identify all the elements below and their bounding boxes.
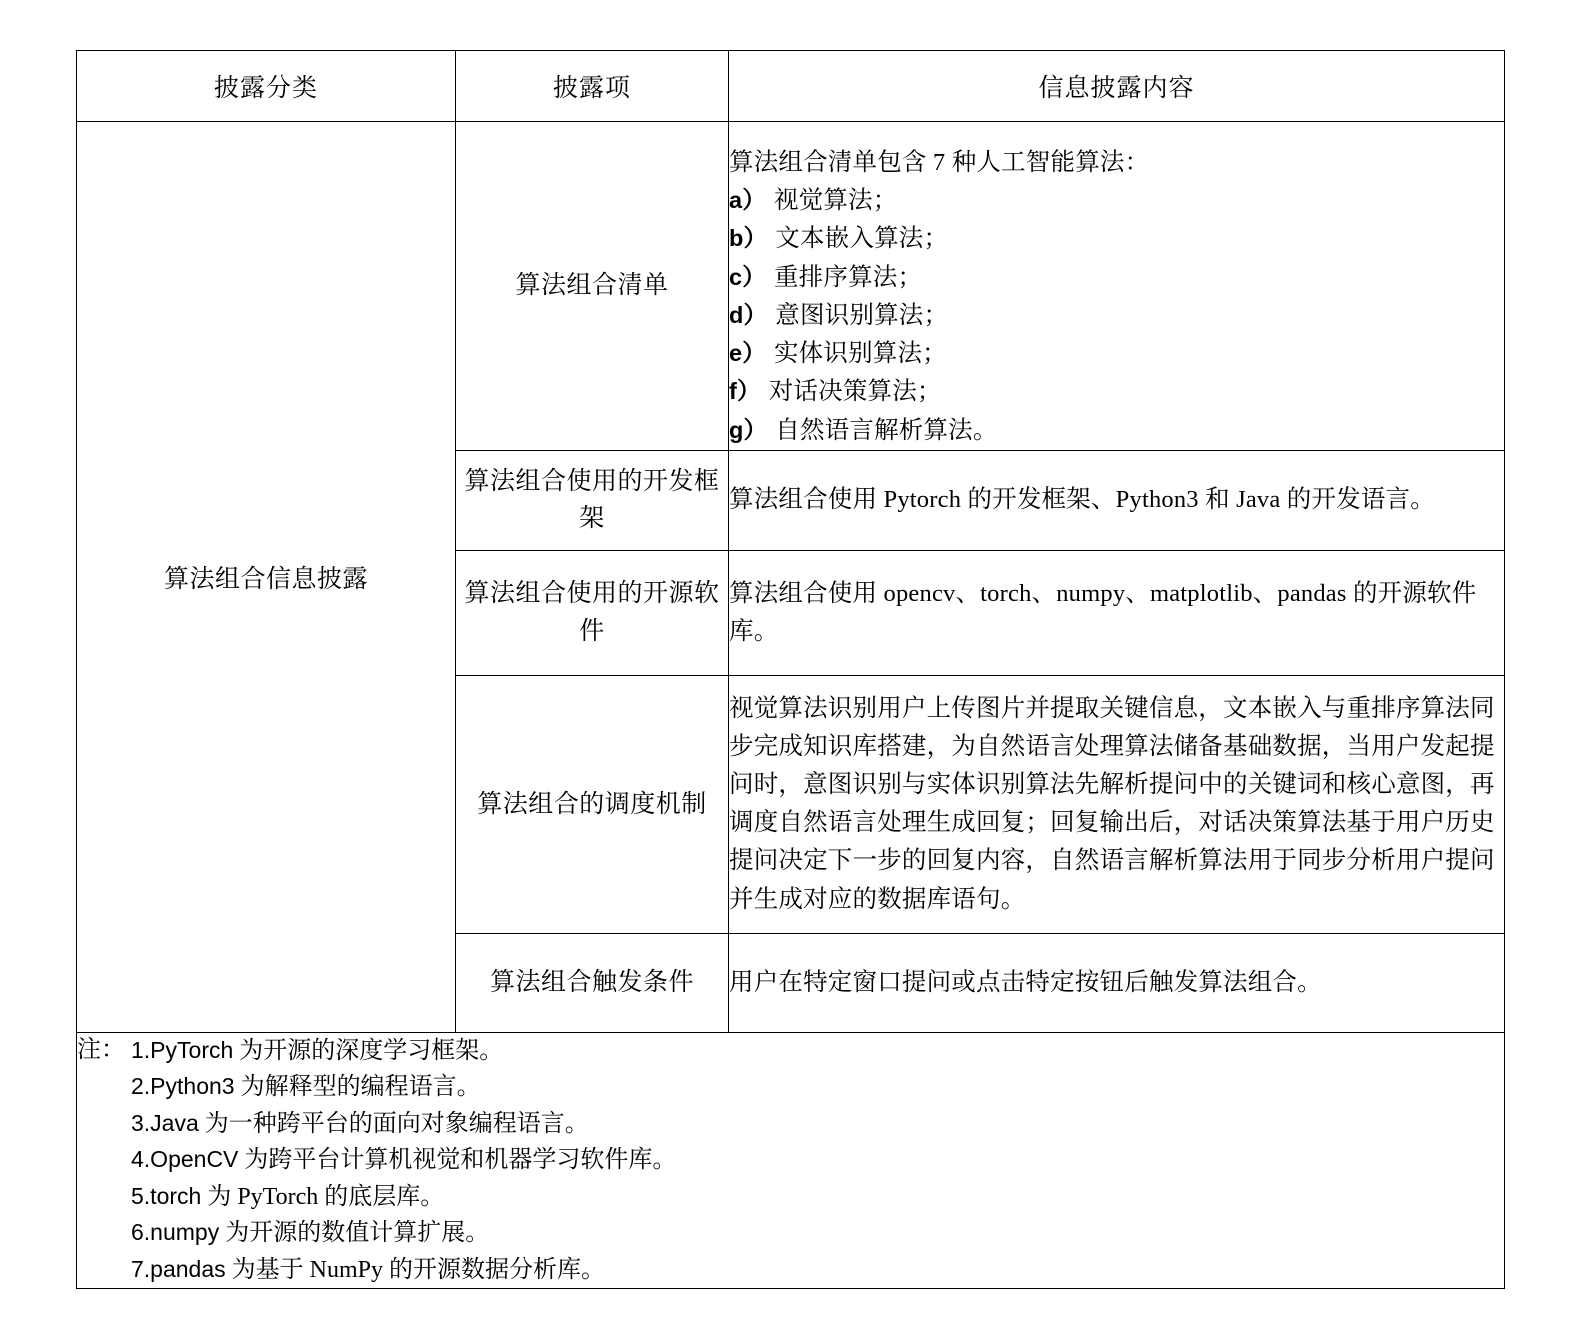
list-item	[729, 297, 1504, 335]
algorithm-text: 意图识别算法；	[775, 301, 949, 329]
list-item	[131, 1069, 1504, 1106]
algorithm-text: 实体识别算法；	[773, 340, 947, 368]
header-category: 披露分类	[77, 51, 456, 122]
note-text: 为跨平台计算机视觉和机器学习软件库。	[244, 1147, 677, 1174]
item-label-scheduling-mechanism: 算法组合的调度机制	[456, 675, 729, 933]
content-scheduling-mechanism: 视觉算法识别用户上传图片并提取关键信息，文本嵌入与重排序算法同步完成知识库搭建，为自然语言处理算法储备基础数据，当用户发起提问时，意图识别与实体识别算法先解析提问中的关键词和核心意图，再调度自然语言处理生成回复；回复输出后，对话决策算法基于用户历史提问决定下一步的回复内容，自然语言解析算法用于同步分析用户提问并生成对应的数据库语句。	[729, 675, 1505, 933]
note-text: 为 PyTorch 的底层库。	[207, 1183, 445, 1210]
algorithm-marker: e）	[729, 340, 766, 367]
list-item	[131, 1033, 1504, 1070]
algorithm-marker: a）	[729, 187, 766, 214]
algorithm-text: 视觉算法；	[773, 187, 898, 215]
note-text: 为解释型的编程语言。	[240, 1074, 481, 1101]
table-header-row	[77, 51, 1505, 122]
note-number: 3.Java	[131, 1109, 199, 1136]
note-number: 5.torch	[131, 1182, 202, 1209]
note-text: 为开源的深度学习框架。	[239, 1037, 504, 1064]
content-algorithm-list	[729, 122, 1505, 451]
list-item	[131, 1215, 1504, 1252]
list-item	[131, 1252, 1504, 1289]
header-item: 披露项	[456, 51, 729, 122]
list-item	[131, 1142, 1504, 1179]
note-number: 6.numpy	[131, 1219, 220, 1246]
algorithm-text: 对话决策算法；	[768, 378, 942, 406]
header-content: 信息披露内容	[729, 51, 1505, 122]
note-number: 4.OpenCV	[131, 1146, 239, 1173]
note-text: 为开源的数值计算扩展。	[225, 1220, 490, 1247]
item-label-trigger-condition: 算法组合触发条件	[456, 933, 729, 1032]
algorithm-list	[729, 182, 1504, 450]
list-item	[729, 220, 1504, 258]
table-row-notes	[77, 1032, 1505, 1289]
list-item	[131, 1179, 1504, 1216]
list-item	[131, 1106, 1504, 1143]
algorithm-marker: f）	[729, 378, 761, 405]
notes-label: 注：	[77, 1036, 125, 1063]
content-trigger-condition: 用户在特定窗口提问或点击特定按钮后触发算法组合。	[729, 933, 1505, 1032]
algorithm-list-intro: 算法组合清单包含 7 种人工智能算法：	[729, 149, 1150, 176]
content-development-framework: 算法组合使用 Pytorch 的开发框架、Python3 和 Java 的开发语言。	[729, 450, 1505, 550]
item-label-algorithm-list: 算法组合清单	[456, 122, 729, 451]
list-item	[729, 412, 1504, 450]
note-text: 为一种跨平台的面向对象编程语言。	[204, 1110, 589, 1137]
category-cell-algorithm-disclosure: 算法组合信息披露	[77, 122, 456, 1033]
item-label-open-source-software: 算法组合使用的开源软件	[456, 550, 729, 675]
note-text: 为基于 NumPy 的开源数据分析库。	[231, 1256, 605, 1283]
note-number: 1.PyTorch	[131, 1036, 234, 1063]
list-item	[729, 182, 1504, 220]
table-row-algorithm-list	[77, 122, 1505, 451]
algorithm-marker: d）	[729, 301, 768, 328]
algorithm-marker: b）	[729, 225, 768, 252]
algorithm-disclosure-table	[76, 50, 1505, 1289]
notes-cell	[77, 1032, 1505, 1289]
notes-list	[131, 1033, 1504, 1289]
notes-block	[77, 1033, 1504, 1289]
algorithm-text: 自然语言解析算法。	[775, 416, 998, 444]
note-number: 2.Python3	[131, 1073, 235, 1100]
content-open-source-software: 算法组合使用 opencv、torch、numpy、matplotlib、pandas 的开源软件库。	[729, 550, 1505, 675]
list-item	[729, 335, 1504, 373]
list-item	[729, 373, 1504, 411]
list-item	[729, 259, 1504, 297]
item-label-development-framework: 算法组合使用的开发框架	[456, 450, 729, 550]
algorithm-text: 重排序算法；	[773, 263, 923, 291]
algorithm-text: 文本嵌入算法；	[775, 225, 949, 253]
algorithm-marker: g）	[729, 416, 768, 443]
note-number: 7.pandas	[131, 1255, 226, 1282]
algorithm-marker: c）	[729, 263, 766, 290]
